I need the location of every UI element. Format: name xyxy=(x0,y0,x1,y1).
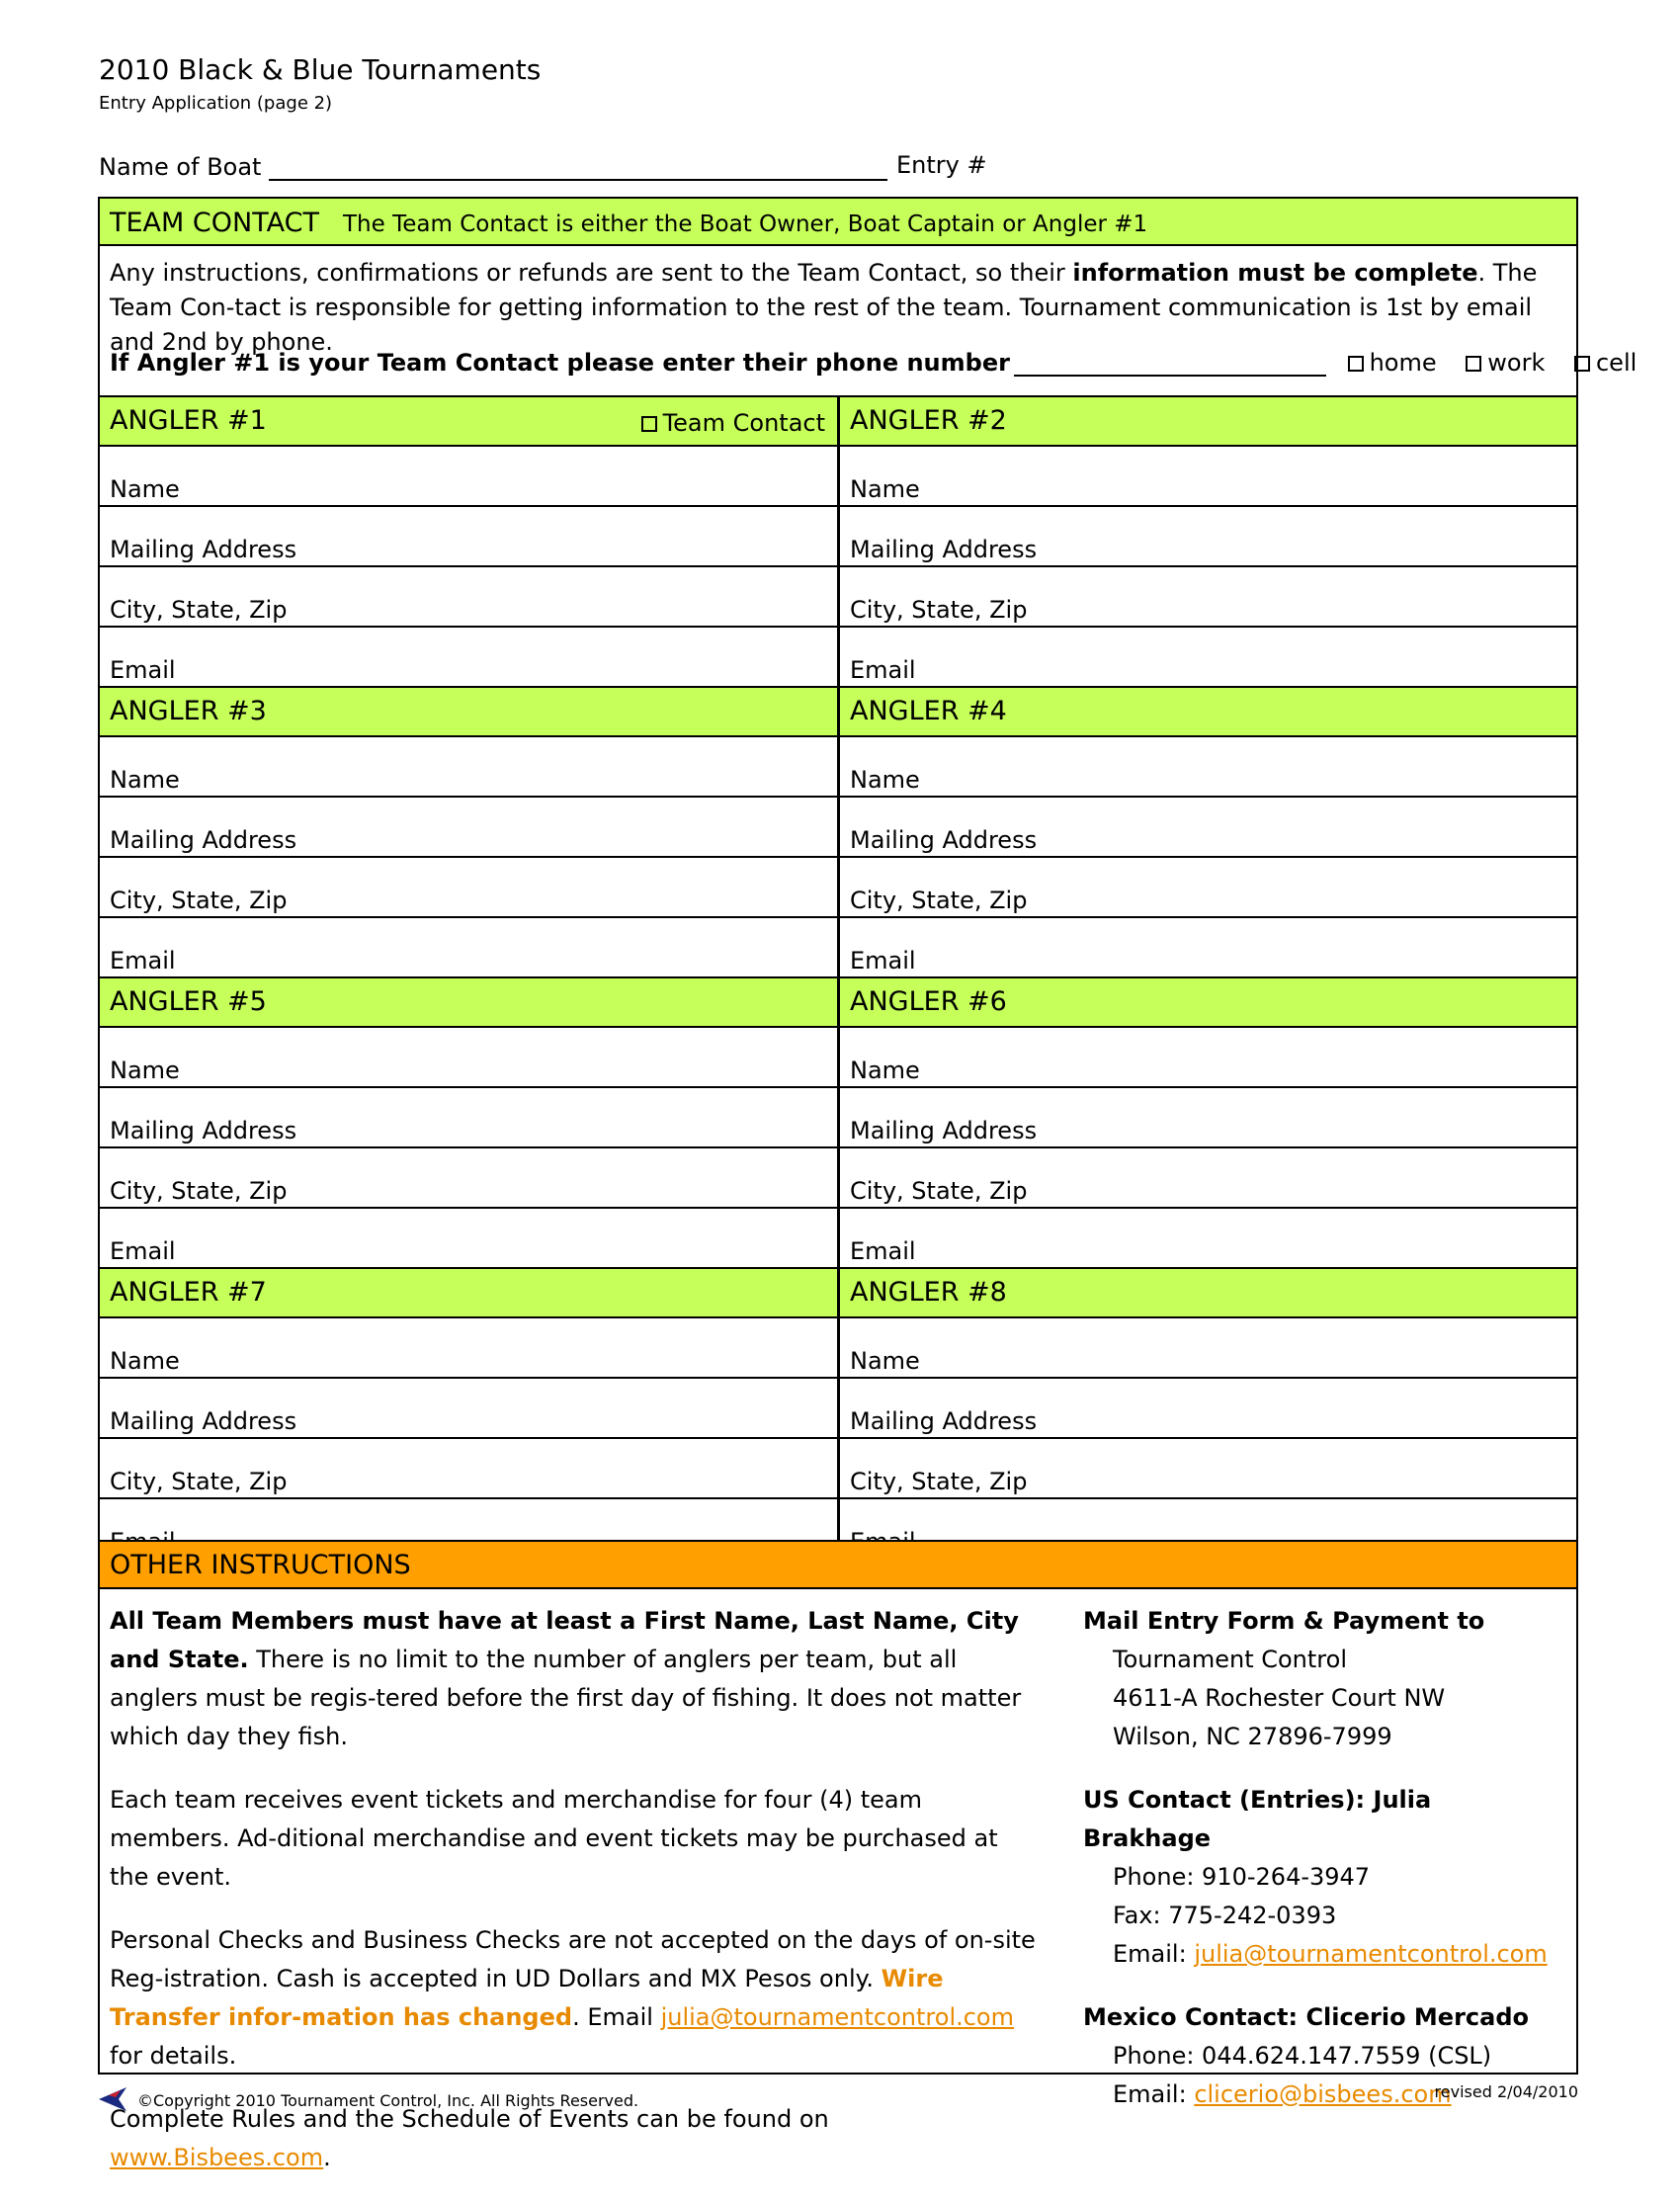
angler-grid xyxy=(100,395,1576,1558)
angler-7-title: ANGLER #7 xyxy=(110,1277,267,1308)
copyright-text: ©Copyright 2010 Tournament Control, Inc. All Rights Reserved. xyxy=(137,2091,639,2110)
angler-header-row xyxy=(100,976,1576,1026)
us-contact-phone: Phone: 910-264-3947 xyxy=(1113,1863,1371,1891)
revision-date: revised 2/04/2010 xyxy=(1434,2082,1578,2101)
other-instructions-header xyxy=(100,1540,1576,1589)
phone-option-home[interactable]: home xyxy=(1348,349,1437,377)
team-contact-header xyxy=(100,199,1576,246)
boat-name-label: Name of Boat xyxy=(99,153,262,181)
wire-transfer-notice: Wire Transfer infor-mation has changed xyxy=(110,1965,944,2031)
angler-8-city-field[interactable]: City, State, Zip xyxy=(850,1468,1028,1495)
angler-5-email-field[interactable]: Email xyxy=(100,1209,840,1267)
home-checkbox[interactable] xyxy=(1348,356,1364,372)
team-contact-instructions: Any instructions, confirmations or refunds are sent to the Team Contact, so their information must be complete. The Team Con-tact is responsible for getting information to the rest of the team. Tournament communication is 1st by email and 2nd by phone. xyxy=(110,259,1538,356)
us-contact-email-row: Email: julia@tournamentcontrol.com xyxy=(1113,1940,1548,1968)
instruction-paragraph: Each team receives event tickets and merchandise for four (4) team members. Ad-ditional merchandise and event tickets may be purchased at the event. xyxy=(110,1786,998,1891)
team-contact-subtitle: The Team Contact is either the Boat Owner, Boat Captain or Angler #1 xyxy=(343,212,1148,237)
angler-3-email-field[interactable]: Email xyxy=(100,918,840,976)
mexico-contact-heading: Mexico Contact: Clicerio Mercado xyxy=(1083,2003,1530,2031)
angler-1-name-field[interactable]: Name xyxy=(100,447,840,505)
angler-7-city-field[interactable]: City, State, Zip xyxy=(100,1439,840,1497)
angler-1-email-field[interactable]: Email xyxy=(100,628,840,686)
angler-3-address-field[interactable]: Mailing Address xyxy=(100,798,840,856)
entry-number-label: Entry # xyxy=(896,151,987,179)
angler-2-name-field[interactable]: Name xyxy=(850,475,920,503)
phone-prompt: If Angler #1 is your Team Contact please enter their phone number xyxy=(110,349,1010,377)
work-checkbox[interactable] xyxy=(1466,356,1481,372)
angler-field-row xyxy=(100,735,1576,796)
angler-8-address-field[interactable]: Mailing Address xyxy=(850,1407,1038,1435)
angler-field-row xyxy=(100,1086,1576,1146)
angler-field-row xyxy=(100,1207,1576,1267)
angler-field-row xyxy=(100,1026,1576,1086)
angler-1-address-field[interactable]: Mailing Address xyxy=(100,507,840,565)
instruction-paragraph: Complete Rules and the Schedule of Events can be found on www.Bisbees.com. xyxy=(110,2105,829,2171)
angler-8-name-field[interactable]: Name xyxy=(850,1347,920,1375)
angler-6-city-field[interactable]: City, State, Zip xyxy=(850,1177,1028,1205)
angler-5-title: ANGLER #5 xyxy=(110,986,267,1017)
angler-4-email-field[interactable]: Email xyxy=(850,947,916,974)
phone-option-cell[interactable]: cell xyxy=(1574,349,1637,377)
angler-2-city-field[interactable]: City, State, Zip xyxy=(850,596,1028,624)
boat-name-line xyxy=(99,151,887,181)
page-title: 2010 Black & Blue Tournaments xyxy=(99,53,542,86)
angler-field-row xyxy=(100,856,1576,916)
angler-header-row xyxy=(100,1267,1576,1316)
angler-2-address-field[interactable]: Mailing Address xyxy=(850,536,1038,563)
mexico-contact-phone: Phone: 044.624.147.7559 (CSL) xyxy=(1113,2042,1492,2070)
angler-2-title: ANGLER #2 xyxy=(850,405,1007,436)
angler-3-city-field[interactable]: City, State, Zip xyxy=(100,858,840,916)
angler-header-row xyxy=(100,395,1576,445)
entry-number-line xyxy=(896,151,987,179)
angler-8-title: ANGLER #8 xyxy=(850,1277,1007,1308)
angler-4-address-field[interactable]: Mailing Address xyxy=(850,826,1038,854)
angler-field-row xyxy=(100,1377,1576,1437)
page-subtitle: Entry Application (page 2) xyxy=(99,93,333,114)
angler-field-row xyxy=(100,796,1576,856)
angler-4-name-field[interactable]: Name xyxy=(850,766,920,794)
angler-5-address-field[interactable]: Mailing Address xyxy=(100,1088,840,1146)
angler-field-row xyxy=(100,1437,1576,1497)
angler-3-title: ANGLER #3 xyxy=(110,696,267,726)
angler-6-title: ANGLER #6 xyxy=(850,986,1007,1017)
contact-info xyxy=(1083,1602,1557,2114)
other-instructions-text xyxy=(110,1602,1039,2202)
team-contact-checkbox[interactable] xyxy=(641,416,657,432)
mail-heading: Mail Entry Form & Payment to xyxy=(1083,1607,1485,1635)
boat-name-field[interactable] xyxy=(269,151,887,181)
angler-field-row xyxy=(100,1316,1576,1377)
angler-1-city-field[interactable]: City, State, Zip xyxy=(100,567,840,626)
team-contact-phone-row xyxy=(110,349,1637,377)
us-contact-fax: Fax: 775-242-0393 xyxy=(1113,1902,1337,1929)
mail-line: Tournament Control xyxy=(1113,1646,1347,1673)
angler-header-row xyxy=(100,686,1576,735)
team-contact-checkbox-row[interactable]: Team Contact xyxy=(641,409,825,437)
angler-field-row xyxy=(100,1146,1576,1207)
angler-7-address-field[interactable]: Mailing Address xyxy=(100,1379,840,1437)
team-contact-phone-field[interactable] xyxy=(1014,349,1326,377)
cell-checkbox[interactable] xyxy=(1574,356,1590,372)
angler-4-city-field[interactable]: City, State, Zip xyxy=(850,887,1028,914)
company-logo-icon xyxy=(99,2087,126,2111)
angler-2-email-field[interactable]: Email xyxy=(850,656,916,684)
angler-7-name-field[interactable]: Name xyxy=(100,1318,840,1377)
us-contact-heading: US Contact (Entries): Julia Brakhage xyxy=(1083,1786,1432,1852)
angler-field-row xyxy=(100,445,1576,505)
angler-6-name-field[interactable]: Name xyxy=(850,1057,920,1084)
julia-email-link[interactable]: julia@tournamentcontrol.com xyxy=(660,2003,1014,2031)
angler-6-address-field[interactable]: Mailing Address xyxy=(850,1117,1038,1144)
other-instructions-title: OTHER INSTRUCTIONS xyxy=(110,1550,411,1580)
angler-3-name-field[interactable]: Name xyxy=(100,737,840,796)
angler-field-row xyxy=(100,626,1576,686)
angler-5-city-field[interactable]: City, State, Zip xyxy=(100,1148,840,1207)
mexico-contact-email-row: Email: clicerio@bisbees.com xyxy=(1113,2080,1452,2108)
angler-4-title: ANGLER #4 xyxy=(850,696,1007,726)
instruction-paragraph: Personal Checks and Business Checks are not accepted on the days of on-site Reg-istration. Cash is accepted in UD Dollars and MX Pesos only. Wire Transfer infor-mation has changed. Email julia@tournamentcontrol.com for details. xyxy=(110,1926,1036,2070)
angler-1-title: ANGLER #1 xyxy=(110,405,267,436)
mexico-contact-email-link[interactable]: clicerio@bisbees.com xyxy=(1194,2080,1452,2108)
angler-6-email-field[interactable]: Email xyxy=(850,1237,916,1265)
team-contact-title: TEAM CONTACT xyxy=(110,208,319,238)
angler-5-name-field[interactable]: Name xyxy=(100,1028,840,1086)
us-contact-email-link[interactable]: julia@tournamentcontrol.com xyxy=(1194,1940,1548,1968)
angler-field-row xyxy=(100,916,1576,976)
instruction-paragraph: All Team Members must have at least a First Name, Last Name, City and State. There is no limit to the number of anglers per team, but all anglers must be regis-tered before the first day of fishing. It does not matter which day they fish. xyxy=(110,1607,1022,1750)
mail-line: Wilson, NC 27896-7999 xyxy=(1113,1723,1392,1750)
mail-line: 4611-A Rochester Court NW xyxy=(1113,1684,1446,1712)
phone-option-work[interactable]: work xyxy=(1466,349,1545,377)
angler-field-row xyxy=(100,565,1576,626)
bisbees-website-link[interactable]: www.Bisbees.com xyxy=(110,2144,324,2171)
angler-field-row xyxy=(100,505,1576,565)
